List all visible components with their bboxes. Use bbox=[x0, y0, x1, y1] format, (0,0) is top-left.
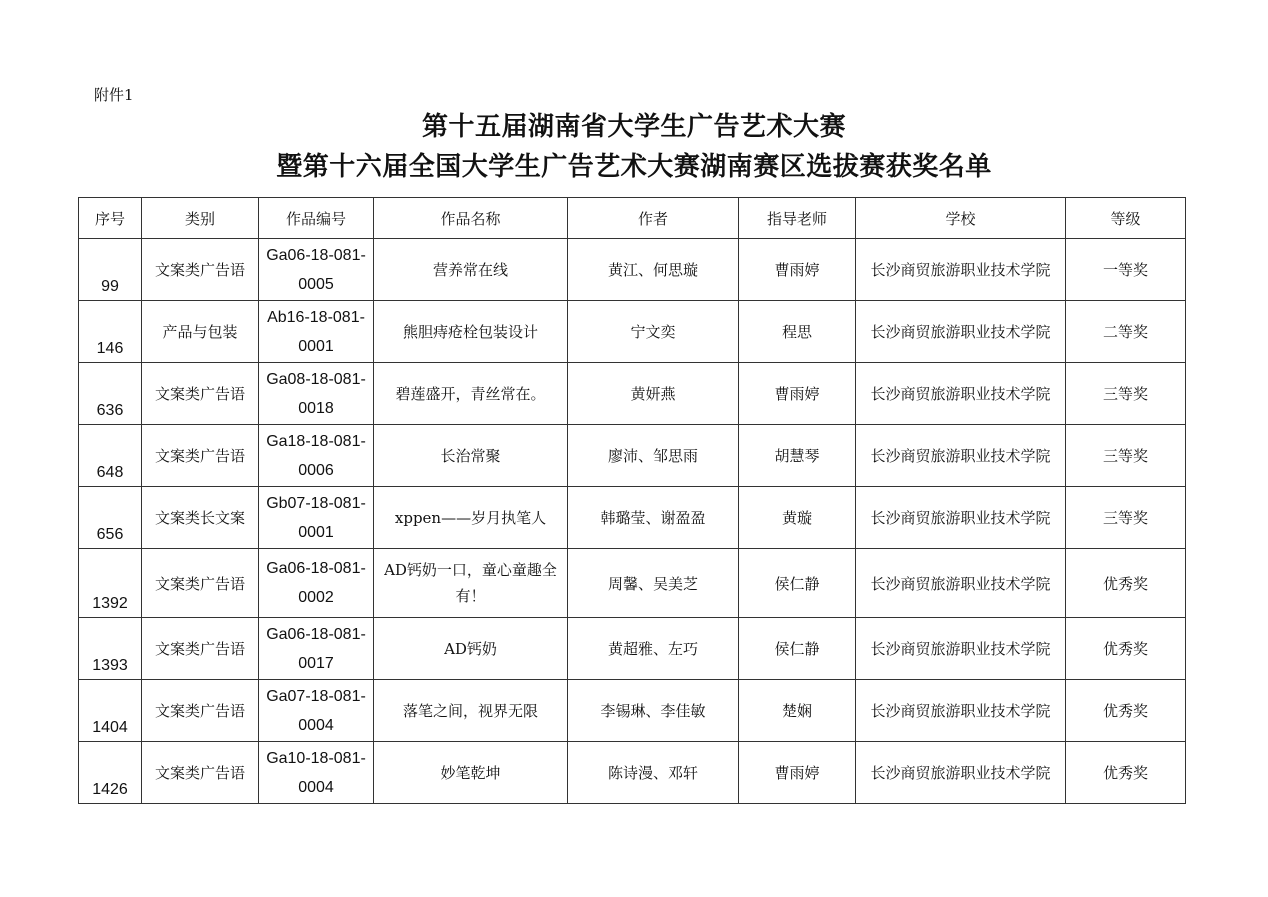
cell-author: 周馨、吴美芝 bbox=[568, 549, 739, 618]
cell-advisor: 曹雨婷 bbox=[739, 239, 856, 301]
cell-school: 长沙商贸旅游职业技术学院 bbox=[856, 742, 1066, 804]
table-row bbox=[79, 680, 1186, 742]
cell-school: 长沙商贸旅游职业技术学院 bbox=[856, 363, 1066, 425]
cell-category: 文案类广告语 bbox=[142, 742, 259, 804]
table-header-row bbox=[79, 198, 1186, 239]
header-grade: 等级 bbox=[1066, 198, 1186, 239]
cell-school: 长沙商贸旅游职业技术学院 bbox=[856, 618, 1066, 680]
cell-category: 文案类广告语 bbox=[142, 425, 259, 487]
cell-author: 黄江、何思璇 bbox=[568, 239, 739, 301]
cell-work-title: 长治常聚 bbox=[374, 425, 568, 487]
cell-author: 宁文奕 bbox=[568, 301, 739, 363]
table-row bbox=[79, 301, 1186, 363]
header-category: 类别 bbox=[142, 198, 259, 239]
cell-category: 产品与包装 bbox=[142, 301, 259, 363]
cell-advisor: 楚娴 bbox=[739, 680, 856, 742]
header-author: 作者 bbox=[568, 198, 739, 239]
cell-grade: 三等奖 bbox=[1066, 487, 1186, 549]
cell-author: 黄超雅、左巧 bbox=[568, 618, 739, 680]
awards-table bbox=[78, 197, 1186, 804]
cell-category: 文案类广告语 bbox=[142, 618, 259, 680]
cell-work-title: AD钙奶一口，童心童趣全有！ bbox=[374, 549, 568, 618]
cell-grade: 优秀奖 bbox=[1066, 618, 1186, 680]
cell-advisor: 曹雨婷 bbox=[739, 742, 856, 804]
cell-work-code: Ga08-18-081- 0018 bbox=[259, 363, 374, 425]
cell-school: 长沙商贸旅游职业技术学院 bbox=[856, 549, 1066, 618]
cell-advisor: 黄璇 bbox=[739, 487, 856, 549]
cell-grade: 优秀奖 bbox=[1066, 742, 1186, 804]
cell-category: 文案类广告语 bbox=[142, 549, 259, 618]
cell-work-title: 妙笔乾坤 bbox=[374, 742, 568, 804]
attachment-label: 附件1 bbox=[94, 86, 134, 104]
cell-work-title: 熊胆痔疮栓包装设计 bbox=[374, 301, 568, 363]
cell-work-code: Ab16-18-081- 0001 bbox=[259, 301, 374, 363]
cell-school: 长沙商贸旅游职业技术学院 bbox=[856, 680, 1066, 742]
header-work-title: 作品名称 bbox=[374, 198, 568, 239]
document-title-line-2: 暨第十六届全国大学生广告艺术大赛湖南赛区选拔赛获奖名单 bbox=[276, 152, 992, 182]
cell-number: 1393 bbox=[79, 618, 142, 680]
header-work-code: 作品编号 bbox=[259, 198, 374, 239]
cell-category: 文案类广告语 bbox=[142, 680, 259, 742]
cell-advisor: 胡慧琴 bbox=[739, 425, 856, 487]
cell-number: 648 bbox=[79, 425, 142, 487]
document-title-line-1: 第十五届湖南省大学生广告艺术大赛 bbox=[421, 112, 846, 142]
cell-work-code: Gb07-18-081- 0001 bbox=[259, 487, 374, 549]
cell-work-title: 落笔之间，视界无限 bbox=[374, 680, 568, 742]
cell-author: 陈诗漫、邓轩 bbox=[568, 742, 739, 804]
cell-school: 长沙商贸旅游职业技术学院 bbox=[856, 487, 1066, 549]
cell-work-code: Ga07-18-081- 0004 bbox=[259, 680, 374, 742]
cell-number: 656 bbox=[79, 487, 142, 549]
cell-work-code: Ga06-18-081- 0005 bbox=[259, 239, 374, 301]
header-advisor: 指导老师 bbox=[739, 198, 856, 239]
cell-work-code: Ga18-18-081- 0006 bbox=[259, 425, 374, 487]
cell-grade: 三等奖 bbox=[1066, 425, 1186, 487]
cell-category: 文案类广告语 bbox=[142, 363, 259, 425]
cell-author: 廖沛、邹思雨 bbox=[568, 425, 739, 487]
cell-work-title: AD钙奶 bbox=[374, 618, 568, 680]
cell-author: 李锡琳、李佳敏 bbox=[568, 680, 739, 742]
cell-grade: 二等奖 bbox=[1066, 301, 1186, 363]
header-school: 学校 bbox=[856, 198, 1066, 239]
cell-work-code: Ga06-18-081- 0017 bbox=[259, 618, 374, 680]
cell-grade: 一等奖 bbox=[1066, 239, 1186, 301]
cell-school: 长沙商贸旅游职业技术学院 bbox=[856, 425, 1066, 487]
cell-school: 长沙商贸旅游职业技术学院 bbox=[856, 301, 1066, 363]
cell-author: 黄妍燕 bbox=[568, 363, 739, 425]
table-row bbox=[79, 742, 1186, 804]
cell-work-code: Ga06-18-081- 0002 bbox=[259, 549, 374, 618]
table-row bbox=[79, 363, 1186, 425]
table-row bbox=[79, 549, 1186, 618]
cell-number: 1392 bbox=[79, 549, 142, 618]
table-row bbox=[79, 618, 1186, 680]
cell-number: 99 bbox=[79, 239, 142, 301]
cell-work-title: xppen——岁月执笔人 bbox=[374, 487, 568, 549]
cell-grade: 优秀奖 bbox=[1066, 549, 1186, 618]
cell-school: 长沙商贸旅游职业技术学院 bbox=[856, 239, 1066, 301]
cell-number: 636 bbox=[79, 363, 142, 425]
cell-number: 146 bbox=[79, 301, 142, 363]
cell-advisor: 程思 bbox=[739, 301, 856, 363]
cell-work-code: Ga10-18-081- 0004 bbox=[259, 742, 374, 804]
cell-number: 1426 bbox=[79, 742, 142, 804]
cell-author: 韩璐莹、谢盈盈 bbox=[568, 487, 739, 549]
cell-category: 文案类广告语 bbox=[142, 239, 259, 301]
cell-advisor: 侯仁静 bbox=[739, 549, 856, 618]
table-row bbox=[79, 425, 1186, 487]
cell-work-title: 营养常在线 bbox=[374, 239, 568, 301]
cell-grade: 三等奖 bbox=[1066, 363, 1186, 425]
cell-grade: 优秀奖 bbox=[1066, 680, 1186, 742]
cell-work-title: 碧莲盛开，青丝常在。 bbox=[374, 363, 568, 425]
table-row bbox=[79, 239, 1186, 301]
cell-advisor: 侯仁静 bbox=[739, 618, 856, 680]
cell-advisor: 曹雨婷 bbox=[739, 363, 856, 425]
cell-number: 1404 bbox=[79, 680, 142, 742]
header-number: 序号 bbox=[79, 198, 142, 239]
cell-category: 文案类长文案 bbox=[142, 487, 259, 549]
table-row bbox=[79, 487, 1186, 549]
